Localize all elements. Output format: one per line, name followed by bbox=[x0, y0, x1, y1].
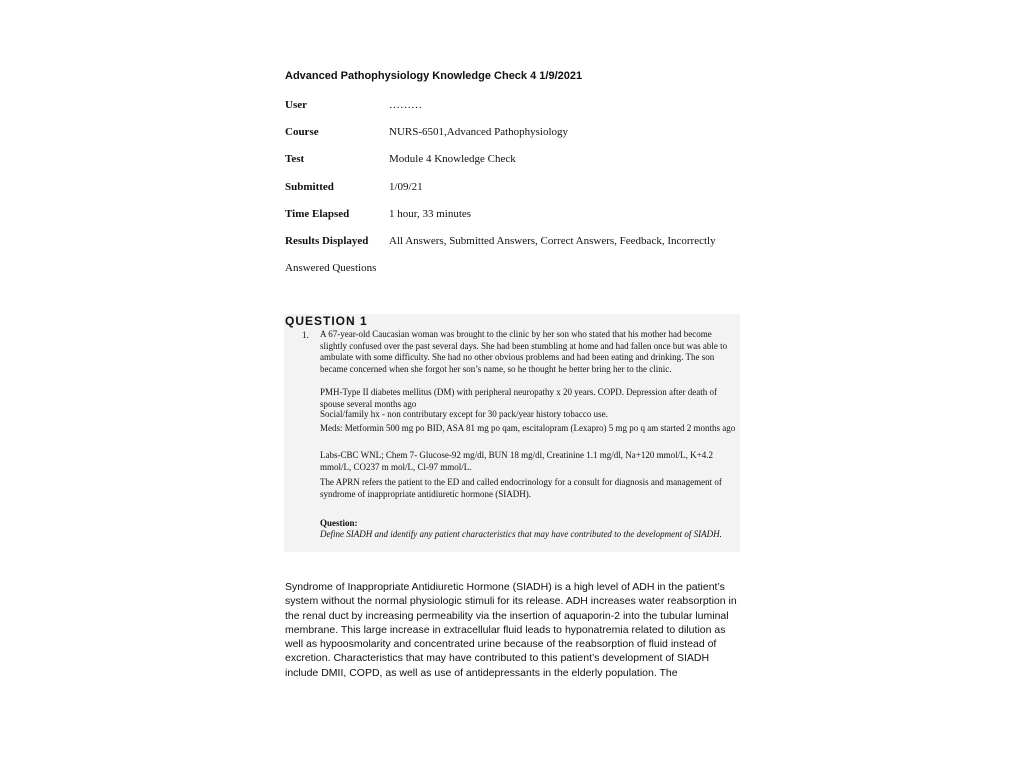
document-title: Advanced Pathophysiology Knowledge Check 4 1/9/2021 bbox=[285, 70, 583, 82]
meta-value: 1/09/21 bbox=[389, 181, 423, 193]
question-referral: The APRN refers the patient to the ED and called endocrinology for a consult for diagnosis and management of syndrome of inappropriate antidiuretic hormone (SIADH). bbox=[320, 477, 722, 499]
meta-label: Submitted bbox=[285, 181, 334, 193]
question-number: 1. bbox=[302, 330, 309, 340]
meta-value: Module 4 Knowledge Check bbox=[389, 153, 516, 165]
question-heading: QUESTION 1 bbox=[285, 314, 368, 328]
meta-value: NURS-6501,Advanced Pathophysiology bbox=[389, 126, 569, 138]
meta-value: ……… bbox=[389, 99, 422, 111]
question-labs: Labs-CBC WNL; Chem 7- Glucose-92 mg/dl, BUN 18 mg/dl, Creatinine 1.1 mg/dl, Na+120 mmol/L, K+4.2 mmol/L, CO237 m mol/L, Cl-97 mmol/L. bbox=[320, 450, 713, 472]
question-scenario: A 67-year-old Caucasian woman was brought to the clinic by her son who stated that his mother had become slightly confused over the past several days. She had been stumbling at home and had fallen once but was able to ambulate with some difficulty. She had no other obvious problems and had been eating and drinking. The son became concerned when she forgot her son’s name, so he thought he better bring her to the clinic. bbox=[320, 329, 728, 374]
meta-value: All Answers, Submitted Answers, Correct Answers, Feedback, Incorrectly bbox=[389, 235, 716, 247]
question-subheading: Question: bbox=[320, 518, 358, 528]
answer-text: Syndrome of Inappropriate Antidiuretic Hormone (SIADH) is a high level of ADH in the patient’s system without the normal physiologic stimuli for its release. ADH increases water reabsorption in the renal duct by increasing permeability via the insertion of aquaporin-2 into the tubular luminal membrane. This large increase in extracellular fluid leads to hyponatremia related to dilution as well as hypoosmolarity and concentrated urine because of the reabsorption of fluid instead of excretion. Characteristics that may have contributed to this patient’s development of SIADH include DMII, COPD, as well as use of antidepressants in the elderly population. The bbox=[285, 581, 737, 679]
question-prompt: Define SIADH and identify any patient characteristics that may have contributed to the development of SIADH. bbox=[320, 529, 722, 539]
meta-value: 1 hour, 33 minutes bbox=[389, 208, 472, 220]
meta-label: Test bbox=[285, 153, 305, 165]
meta-label: Results Displayed bbox=[285, 235, 369, 247]
meta-label: User bbox=[285, 99, 307, 111]
question-social: Social/family hx - non contributary except for 30 pack/year history tobacco use. bbox=[320, 409, 608, 419]
question-meds: Meds: Metformin 500 mg po BID, ASA 81 mg po qam, escitalopram (Lexapro) 5 mg po q am started 2 months ago bbox=[320, 423, 736, 433]
meta-label: Course bbox=[285, 126, 319, 138]
question-pmh: PMH-Type II diabetes mellitus (DM) with peripheral neuropathy x 20 years. COPD. Depression after death of spouse several months ago bbox=[320, 387, 718, 409]
results-displayed-continued: Answered Questions bbox=[285, 262, 377, 274]
meta-label: Time Elapsed bbox=[285, 208, 350, 220]
